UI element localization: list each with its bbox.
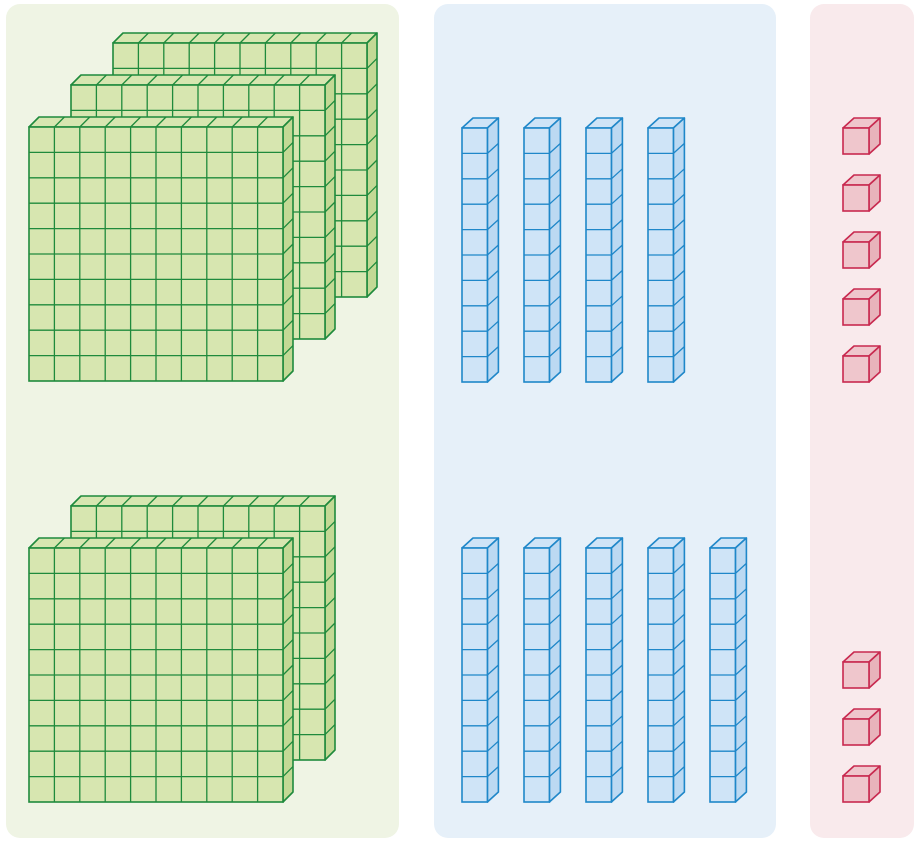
hundred-flat xyxy=(29,117,293,381)
ten-rod xyxy=(586,538,622,802)
one-cube xyxy=(843,766,880,802)
one-cube xyxy=(843,232,880,268)
one-cube xyxy=(843,346,880,382)
ten-rod xyxy=(648,538,684,802)
ten-rod xyxy=(524,538,560,802)
ten-rod xyxy=(462,118,498,382)
one-cube xyxy=(843,709,880,745)
ten-rod xyxy=(648,118,684,382)
ten-rod xyxy=(710,538,746,802)
ten-rod xyxy=(586,118,622,382)
ten-rod xyxy=(462,538,498,802)
one-cube xyxy=(843,652,880,688)
hundred-flat xyxy=(29,538,293,802)
one-cube xyxy=(843,175,880,211)
ten-rod xyxy=(524,118,560,382)
one-cube xyxy=(843,289,880,325)
one-cube xyxy=(843,118,880,154)
